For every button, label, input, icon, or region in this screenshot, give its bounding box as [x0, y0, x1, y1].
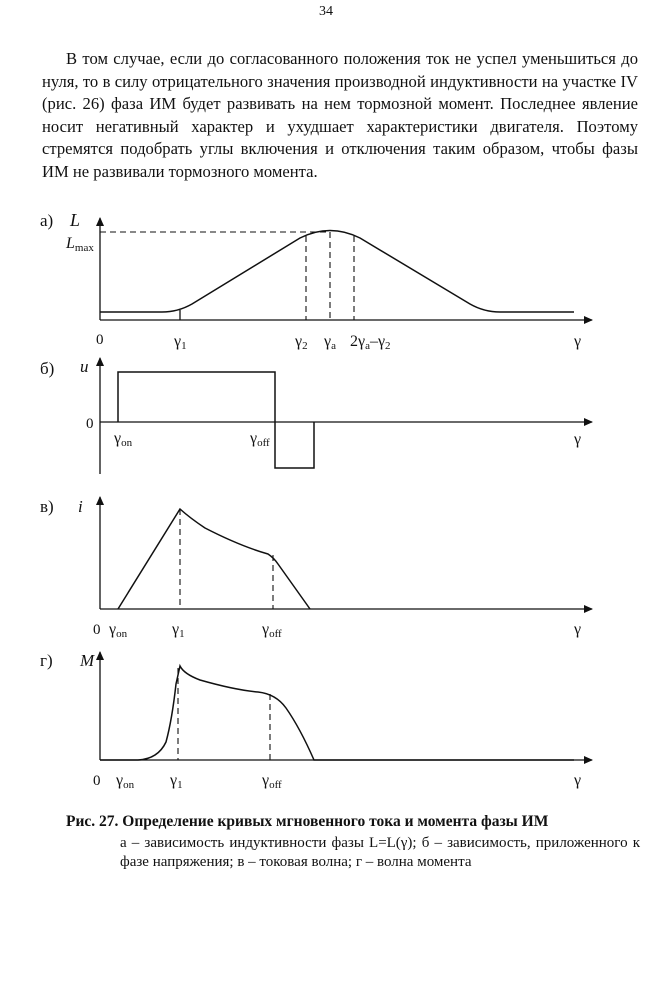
panel-b-tick-gamma-on: γon [114, 430, 133, 449]
panel-g-zero: 0 [93, 773, 101, 789]
panel-b-zero: 0 [86, 416, 94, 432]
panel-v-tick-gamma-on: γon [109, 621, 128, 640]
panel-g-y-axis-label: M [80, 651, 95, 670]
panel-b-x-axis-label: γ [574, 431, 582, 448]
panel-a-y-axis-label: L [70, 210, 81, 230]
page-number: 34 [319, 4, 333, 19]
panel-b-label: б) [40, 359, 55, 378]
inductance-curve [100, 231, 574, 313]
panel-g-torque [40, 651, 592, 791]
panel-v-zero: 0 [93, 622, 101, 638]
panel-v-label: в) [40, 497, 54, 516]
current-wave [118, 509, 310, 609]
body-paragraph: В том случае, если до согласованного положения ток не успел уменьшиться до нуля, то в силу отрицательного значения производной индуктивности на участке IV (рис. 26) фаза ИМ будет развивать на нем тормозной момент. Последнее явление носит негативный характер и ухудшает характеристики двигателя. Поэтому стремятся подобрать углы включения и отключения таким образом, чтобы фазы ИМ не развивали тормозного момента. [42, 49, 638, 181]
panel-b-y-axis-label: u [80, 357, 89, 376]
panel-a-x-axis-label: γ [574, 333, 582, 350]
panel-v-tick-gamma1: γ1 [172, 621, 185, 640]
panel-a-tick-gamma-mirror: 2γa–γ2 [350, 333, 391, 352]
panel-a-inductance [40, 210, 592, 352]
panel-v-x-axis-label: γ [574, 621, 582, 638]
torque-wave [100, 666, 574, 760]
panel-v-y-axis-label: i [78, 497, 83, 516]
panel-g-tick-gamma1: γ1 [170, 772, 183, 791]
l-max-label: Lmax [66, 235, 94, 254]
figure-caption-title: Рис. 27. Определение кривых мгновенного тока и момента фазы ИМ [66, 813, 549, 830]
panel-b-tick-gamma-off: γoff [250, 430, 270, 449]
panel-g-x-axis-label: γ [574, 772, 582, 789]
panel-a-tick-gamma-a: γa [324, 333, 336, 352]
panel-g-tick-gamma-off: γoff [262, 772, 282, 791]
panel-g-tick-gamma-on: γon [116, 772, 135, 791]
panel-a-zero: 0 [96, 332, 104, 348]
panel-a-label: а) [40, 211, 54, 230]
panel-v-tick-gamma-off: γoff [262, 621, 282, 640]
panel-v-current [40, 497, 592, 640]
panel-a-tick-gamma1: γ1 [174, 333, 187, 352]
voltage-pulse [118, 372, 314, 468]
figure-caption-text: а – зависимость индуктивности фазы L=L(γ); б – зависимость, приложенного к фазе напряжения; в – токовая волна; г – волна момента [120, 835, 640, 870]
panel-g-label: г) [40, 651, 53, 670]
panel-b-voltage [40, 357, 592, 474]
panel-a-tick-gamma2: γ2 [295, 333, 308, 352]
